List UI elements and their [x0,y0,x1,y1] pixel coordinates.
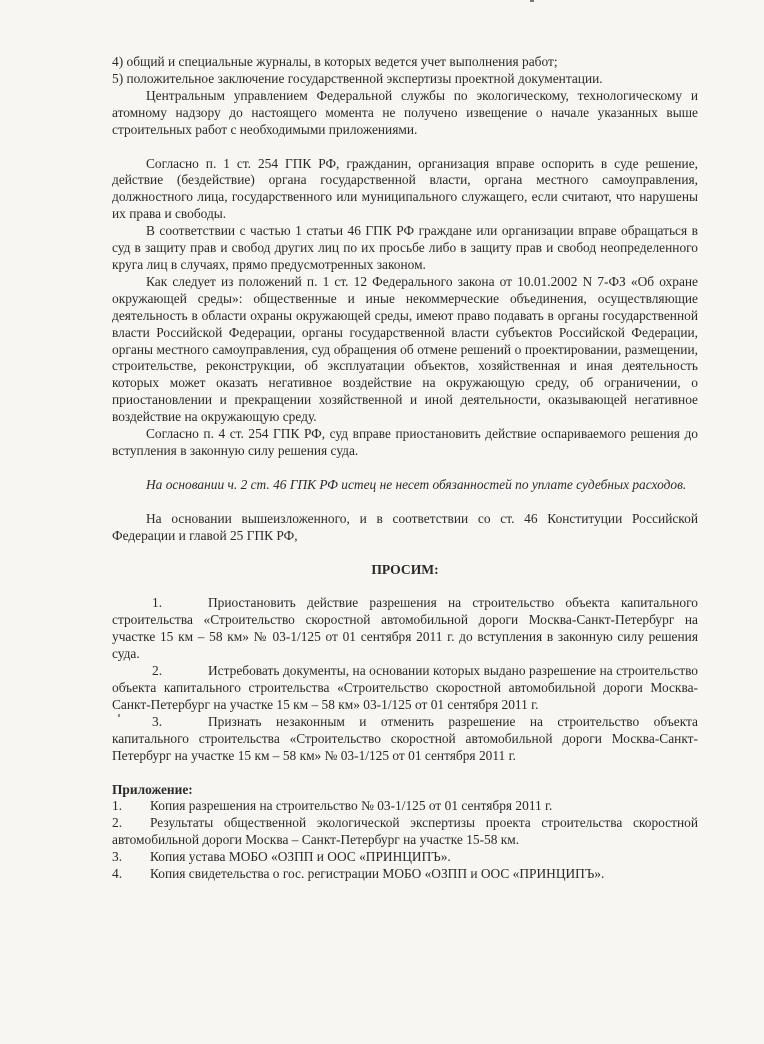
scan-speck [118,714,120,717]
paragraph-notice: Центральным управлением Федеральной службы по экологическому, технологическому и атомному надзору до настоящего момента не получено извещение о начале указанных выше строительных работ с необходимыми приложениями. [112,87,698,137]
request-item-3: 3. Признать незаконным и отменить разрешение на строительство объекта капитального строительства «Строительство скоростной автомобильной дороги Москва-Санкт-Петербург на участке 15 км – 58 км» № 03-1/125 от 01 сентября 2011 г. [112,713,698,763]
scan-mark [530,0,534,2]
paragraph-art254-p1: Согласно п. 1 ст. 254 ГПК РФ, гражданин, организация вправе оспорить в суде решение, действие (бездействие) органа государственной власти, органа местного самоуправления, должностного лица, государственного или муниципального служащего, если считают, что нарушены их права и свободы. [112,155,698,222]
list-item-4: 4) общий и специальные журналы, в которых ведется учет выполнения работ; [112,54,558,69]
list-item-5: 5) положительное заключение государственной экспертизы проектной документации. [112,70,603,86]
appendix-item-2: 2. Результаты общественной экологической экспертизы проекта строительства скоростной автомобильной дороги Москва – Санкт-Петербург на участке 15-58 км. [112,815,698,848]
appendix-title: Приложение: [112,781,193,797]
paragraph-law-7fz: Как следует из положений п. 1 ст. 12 Федерального закона от 10.01.2002 N 7-ФЗ «Об охране окружающей среды»: общественные и иные некоммерческие объединения, осуществляющие деятельность в области охраны окружающей среды, имеют право подавать в органы государственной власти Российской Федерации, органы государственной власти субъектов Российской Федерации, органы местного самоуправления, суд обращения об отмене решений о проектировании, размещении, строительстве, реконструкции, об эксплуатации объектов, хозяйственная и иная деятельность которых может оказать негативное воздействие на окружающую среду, об ограничении, о приостановлении и прекращении хозяйственной и иной деятельности, оказывающей негативное воздействие на окружающую среду. [112,273,698,425]
appendix-item-3: 3. Копия устава МОБО «ОЗПП и ООС «ПРИНЦИПЪ». [112,849,451,865]
basis-paragraph: На основании вышеизложенного, и в соответствии со ст. 46 Конституции Российской Федерации и главой 25 ГПК РФ, [112,510,698,543]
paragraph-art46: В соответствии с частью 1 статьи 46 ГПК РФ граждане или организации вправе обращаться в суд в защиту прав и свобод других лиц по их просьбе либо в защиту прав и свобод неопределенного круга лиц в случаях, прямо предусмотренных законом. [112,223,698,272]
appendix-item-1: 1. Копия разрешения на строительство № 03-1/125 от 01 сентября 2011 г. [112,798,553,814]
request-item-1: 1. Приостановить действие разрешения на строительство объекта капитального строительства «Строительство скоростной автомобильной дороги Москва-Санкт-Петербург на участке 15 км – 58 км» № 03-1/125 от 01 сентября 2011 г. до вступления в законную силу решения суда. [112,595,698,662]
appendix-item-4: 4. Копия свидетельства о гос. регистрации МОБО «ОЗПП и ООС «ПРИНЦИПЪ». [112,866,605,882]
request-heading: ПРОСИМ: [371,561,439,577]
italic-note: На основании ч. 2 ст. 46 ГПК РФ истец не несет обязанностей по уплате судебных расходов. [146,476,687,492]
paragraph-art254-p4: Согласно п. 4 ст. 254 ГПК РФ, суд вправе приостановить действие оспариваемого решения до вступления в законную силу решения суда. [112,426,698,458]
request-item-2: 2. Истребовать документы, на основании которых выдано разрешение на строительство объекта капитального строительства «Строительство скоростной автомобильной дороги Москва-Санкт-Петербург на участке 15 км – 58 км» 03-1/125 от 01 сентября 2011 г. [112,663,698,712]
